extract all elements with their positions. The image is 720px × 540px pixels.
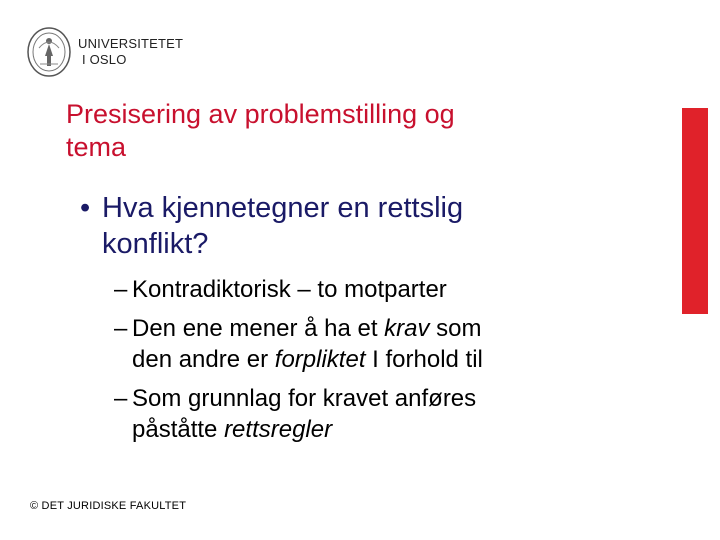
sub-bullet-3 bbox=[80, 383, 640, 445]
footer-text: © DET JURIDISKE FAKULTET bbox=[30, 500, 187, 512]
sub-bullet-1-text: Kontradiktorisk – to motparter bbox=[132, 276, 447, 303]
main-bullet-line-1: Hva kjennetegner en rettslig bbox=[102, 192, 464, 224]
slide-title-line-2: tema bbox=[66, 132, 127, 162]
dash-icon: – bbox=[114, 385, 128, 412]
slide-title bbox=[66, 98, 586, 164]
sub-bullet-3-text-a: Som grunnlag for kravet anføres bbox=[132, 385, 477, 412]
slide-title-line-1: Presisering av problemstilling og bbox=[66, 99, 455, 129]
institution-name bbox=[78, 36, 183, 68]
sub-bullet-2-text-a: Den ene mener å ha et bbox=[132, 315, 385, 342]
dash-icon: – bbox=[114, 315, 128, 342]
sub-bullet-2-text-c: som bbox=[429, 315, 482, 342]
sub-bullet-2 bbox=[80, 313, 640, 375]
sub-bullet-1 bbox=[80, 274, 640, 305]
sub-bullet-3-text-b: påståtte bbox=[132, 416, 225, 443]
sub-bullet-2-text-d: den andre er bbox=[132, 346, 275, 373]
sub-bullet-2-emph-forpliktet: forpliktet bbox=[274, 346, 366, 373]
institution-line-1: UNIVERSITETET bbox=[78, 36, 184, 51]
bullet-icon: • bbox=[80, 192, 91, 224]
main-bullet bbox=[80, 190, 640, 262]
sub-bullet-2-emph-krav: krav bbox=[384, 315, 430, 342]
institution-line-2: I OSLO bbox=[82, 52, 127, 67]
sub-bullet-3-emph-rettsregler: rettsregler bbox=[224, 416, 333, 443]
dash-icon: – bbox=[114, 276, 128, 303]
main-bullet-line-2: konflikt? bbox=[102, 228, 209, 260]
slide-content bbox=[80, 190, 640, 445]
university-seal-icon bbox=[26, 26, 72, 78]
sub-bullet-2-text-f: I forhold til bbox=[365, 346, 483, 373]
accent-bar bbox=[682, 108, 708, 314]
